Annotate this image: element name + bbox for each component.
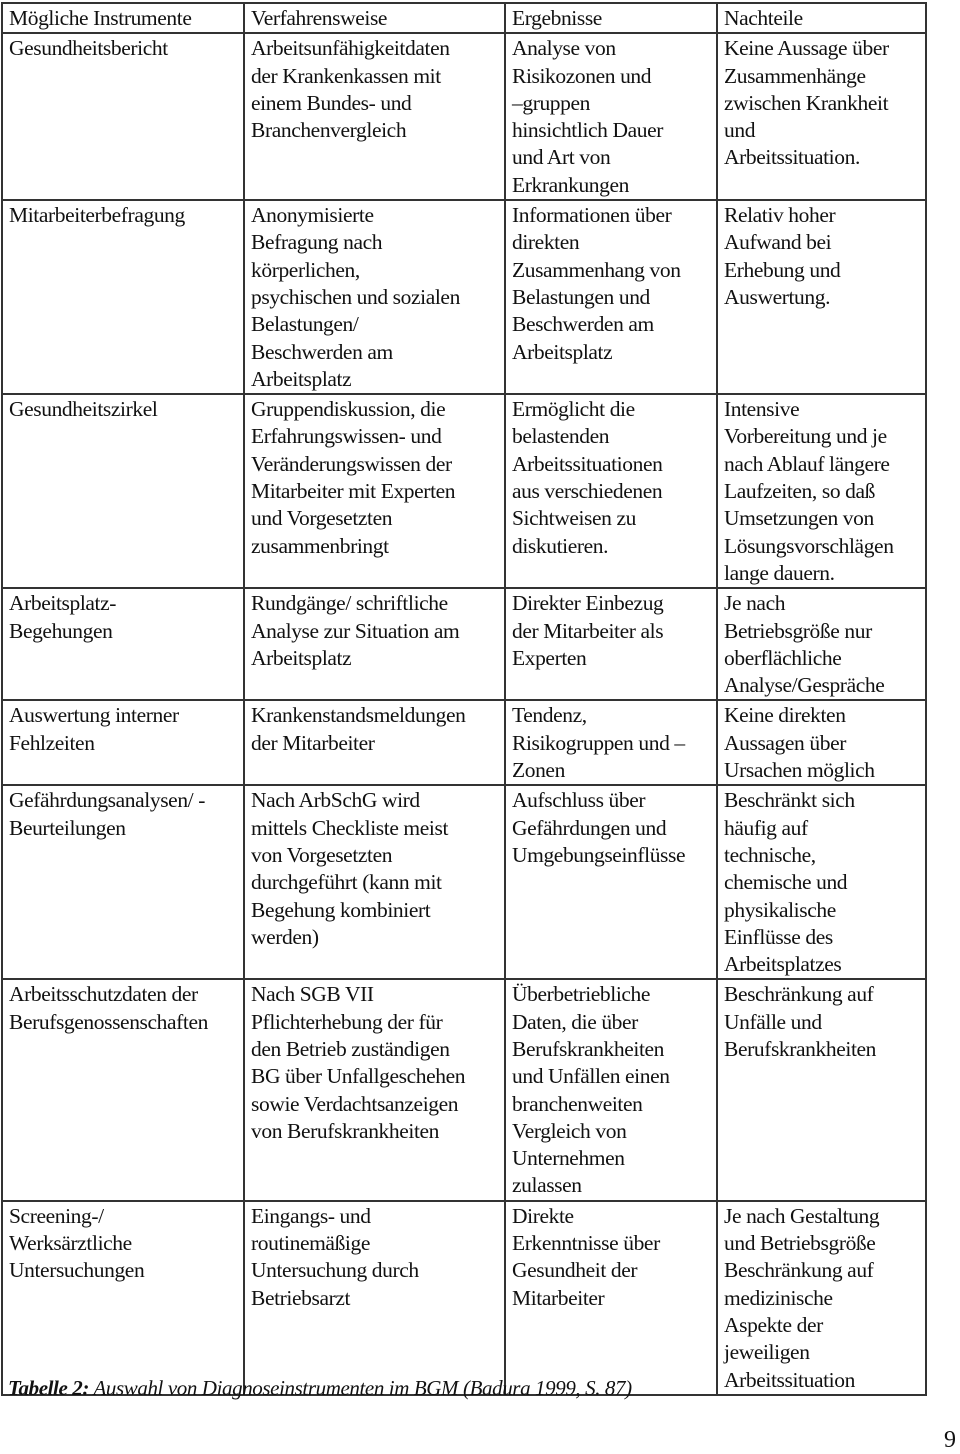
caption-text: Auswahl von Diagnoseinstrumenten im BGM (Badura 1999, S. 87)	[88, 1376, 632, 1400]
cell-procedure: Anonymisierte Befragung nach körperlichen, psychischen und sozialen Belastungen/ Beschwerden am Arbeitsplatz	[244, 200, 505, 394]
cell-instrument: Mitarbeiterbefragung	[2, 200, 244, 394]
cell-results: Analyse von Risikozonen und –gruppen hinsichtlich Dauer und Art von Erkrankungen	[505, 33, 717, 200]
table-row	[2, 200, 926, 394]
column-header-procedure: Verfahrensweise	[244, 3, 505, 33]
table-row	[2, 785, 926, 979]
cell-disadvantages: Keine direkten Aussagen über Ursachen möglich	[717, 700, 926, 785]
cell-instrument: Screening-/ Werksärztliche Untersuchungen	[2, 1201, 244, 1395]
cell-disadvantages: Beschränkt sich häufig auf technische, chemische und physikalische Einflüsse des Arbeitsplatzes	[717, 785, 926, 979]
cell-procedure: Eingangs- und routinemäßige Untersuchung durch Betriebsarzt	[244, 1201, 505, 1395]
cell-disadvantages: Beschränkung auf Unfälle und Berufskrankheiten	[717, 979, 926, 1200]
cell-results: Tendenz, Risikogruppen und – Zonen	[505, 700, 717, 785]
table-caption	[8, 1376, 632, 1401]
cell-procedure: Krankenstandsmeldungen der Mitarbeiter	[244, 700, 505, 785]
table-row	[2, 33, 926, 200]
cell-procedure: Gruppendiskussion, die Erfahrungswissen- und Veränderungswissen der Mitarbeiter mit Experten und Vorgesetzten zusammenbringt	[244, 394, 505, 588]
diagnostic-instruments-table	[1, 2, 927, 1396]
cell-instrument: Gesundheitszirkel	[2, 394, 244, 588]
cell-instrument: Arbeitsschutzdaten der Berufsgenossenschaften	[2, 979, 244, 1200]
column-header-instrument: Mögliche Instrumente	[2, 3, 244, 33]
cell-results: Überbetriebliche Daten, die über Berufskrankheiten und Unfällen einen branchenweiten Vergleich von Unternehmen zulassen	[505, 979, 717, 1200]
cell-results: Aufschluss über Gefährdungen und Umgebungseinflüsse	[505, 785, 717, 979]
cell-disadvantages: Intensive Vorbereitung und je nach Ablauf längere Laufzeiten, so daß Umsetzungen von Lösungsvorschlägen lange dauern.	[717, 394, 926, 588]
column-header-disadvantages: Nachteile	[717, 3, 926, 33]
table-row	[2, 700, 926, 785]
cell-disadvantages: Je nach Betriebsgröße nur oberflächliche Analyse/Gespräche	[717, 588, 926, 700]
cell-instrument: Arbeitsplatz- Begehungen	[2, 588, 244, 700]
caption-label: Tabelle 2:	[8, 1376, 89, 1400]
cell-instrument: Gesundheitsbericht	[2, 33, 244, 200]
page-number: 9	[944, 1427, 956, 1453]
cell-disadvantages: Relativ hoher Aufwand bei Erhebung und Auswertung.	[717, 200, 926, 394]
cell-procedure: Nach ArbSchG wird mittels Checkliste meist von Vorgesetzten durchgeführt (kann mit Begehung kombiniert werden)	[244, 785, 505, 979]
cell-procedure: Nach SGB VII Pflichterhebung der für den Betrieb zuständigen BG über Unfallgeschehen sowie Verdachtsanzeigen von Berufskrankheiten	[244, 979, 505, 1200]
cell-results: Informationen über direkten Zusammenhang von Belastungen und Beschwerden am Arbeitsplatz	[505, 200, 717, 394]
cell-results: Direkter Einbezug der Mitarbeiter als Experten	[505, 588, 717, 700]
column-header-results: Ergebnisse	[505, 3, 717, 33]
table-row	[2, 394, 926, 588]
table-row	[2, 979, 926, 1200]
table-row	[2, 1201, 926, 1395]
cell-results: Ermöglicht die belastenden Arbeitssituationen aus verschiedenen Sichtweisen zu diskutieren.	[505, 394, 717, 588]
table-row	[2, 588, 926, 700]
cell-procedure: Arbeitsunfähigkeitdaten der Krankenkassen mit einem Bundes- und Branchenvergleich	[244, 33, 505, 200]
table-header-row	[2, 3, 926, 33]
cell-procedure: Rundgänge/ schriftliche Analyse zur Situation am Arbeitsplatz	[244, 588, 505, 700]
cell-results: Direkte Erkenntnisse über Gesundheit der Mitarbeiter	[505, 1201, 717, 1395]
cell-instrument: Gefährdungsanalysen/ - Beurteilungen	[2, 785, 244, 979]
cell-instrument: Auswertung interner Fehlzeiten	[2, 700, 244, 785]
cell-disadvantages: Keine Aussage über Zusammenhänge zwischen Krankheit und Arbeitssituation.	[717, 33, 926, 200]
cell-disadvantages: Je nach Gestaltung und Betriebsgröße Beschränkung auf medizinische Aspekte der jeweiligen Arbeitssituation	[717, 1201, 926, 1395]
